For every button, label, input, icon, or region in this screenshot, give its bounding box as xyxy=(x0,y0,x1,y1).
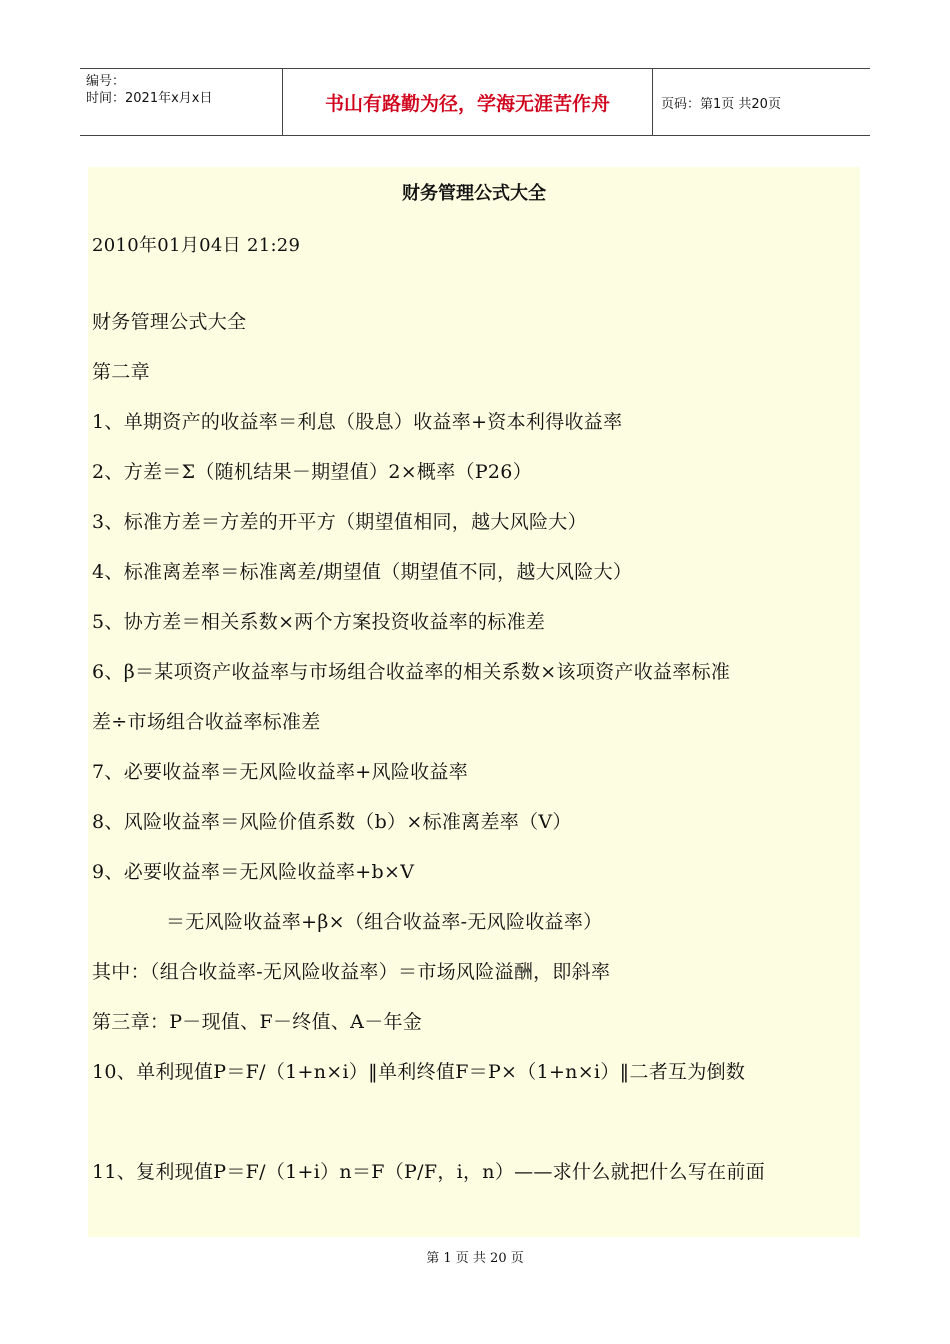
document-title: 财务管理公式大全 xyxy=(402,183,546,204)
document-body xyxy=(88,167,860,1237)
page-header xyxy=(80,68,870,136)
formula-line: 10、单利现值P＝F/（1+n×i）‖单利终值F＝P×（1+n×i）‖二者互为倒数 xyxy=(92,1061,746,1083)
date-line: 2010年01月04日 21:29 xyxy=(92,235,301,256)
header-page-info: 页码：第1页 共20页 xyxy=(661,96,781,112)
time-label: 时间：2021年x月x日 xyxy=(86,91,213,106)
formula-line-continuation: ＝无风险收益率+β×（组合收益率-无风险收益率） xyxy=(166,911,603,933)
formula-line: 4、标准离差率＝标准离差/期望值（期望值不同，越大风险大） xyxy=(92,561,633,583)
formula-line: 1、单期资产的收益率＝利息（股息）收益率+资本利得收益率 xyxy=(92,411,623,433)
formula-line: 11、复利现值P＝F/（1+i）n＝F（P/F，i，n）——求什么就把什么写在前面 xyxy=(92,1161,766,1183)
formula-line: 2、方差＝Σ（随机结果－期望值）2×概率（P26） xyxy=(92,461,532,483)
number-label: 编号： xyxy=(86,74,126,89)
page-footer: 第 1 页 共 20 页 xyxy=(426,1251,524,1266)
formula-line: 6、β＝某项资产收益率与市场组合收益率的相关系数×该项资产收益率标准 xyxy=(92,661,731,683)
formula-line: 8、风险收益率＝风险价值系数（b）×标准离差率（V） xyxy=(92,811,572,833)
note-line: 其中：（组合收益率-无风险收益率）＝市场风险溢酬，即斜率 xyxy=(92,961,611,983)
formula-line: 5、协方差＝相关系数×两个方案投资收益率的标准差 xyxy=(92,611,546,633)
subtitle-line: 财务管理公式大全 xyxy=(92,311,247,333)
header-meta xyxy=(80,69,283,135)
formula-line: 9、必要收益率＝无风险收益率+b×V xyxy=(92,861,415,883)
formula-line: 7、必要收益率＝无风险收益率+风险收益率 xyxy=(92,761,469,783)
formula-line: 3、标准方差＝方差的开平方（期望值相同，越大风险大） xyxy=(92,511,587,533)
chapter-heading: 第二章 xyxy=(92,361,150,383)
header-motto: 书山有路勤为径，学海无涯苦作舟 xyxy=(283,69,653,135)
chapter-heading: 第三章：P－现值、F－终值、A－年金 xyxy=(92,1011,423,1033)
formula-line-continuation: 差÷市场组合收益率标准差 xyxy=(92,711,321,733)
